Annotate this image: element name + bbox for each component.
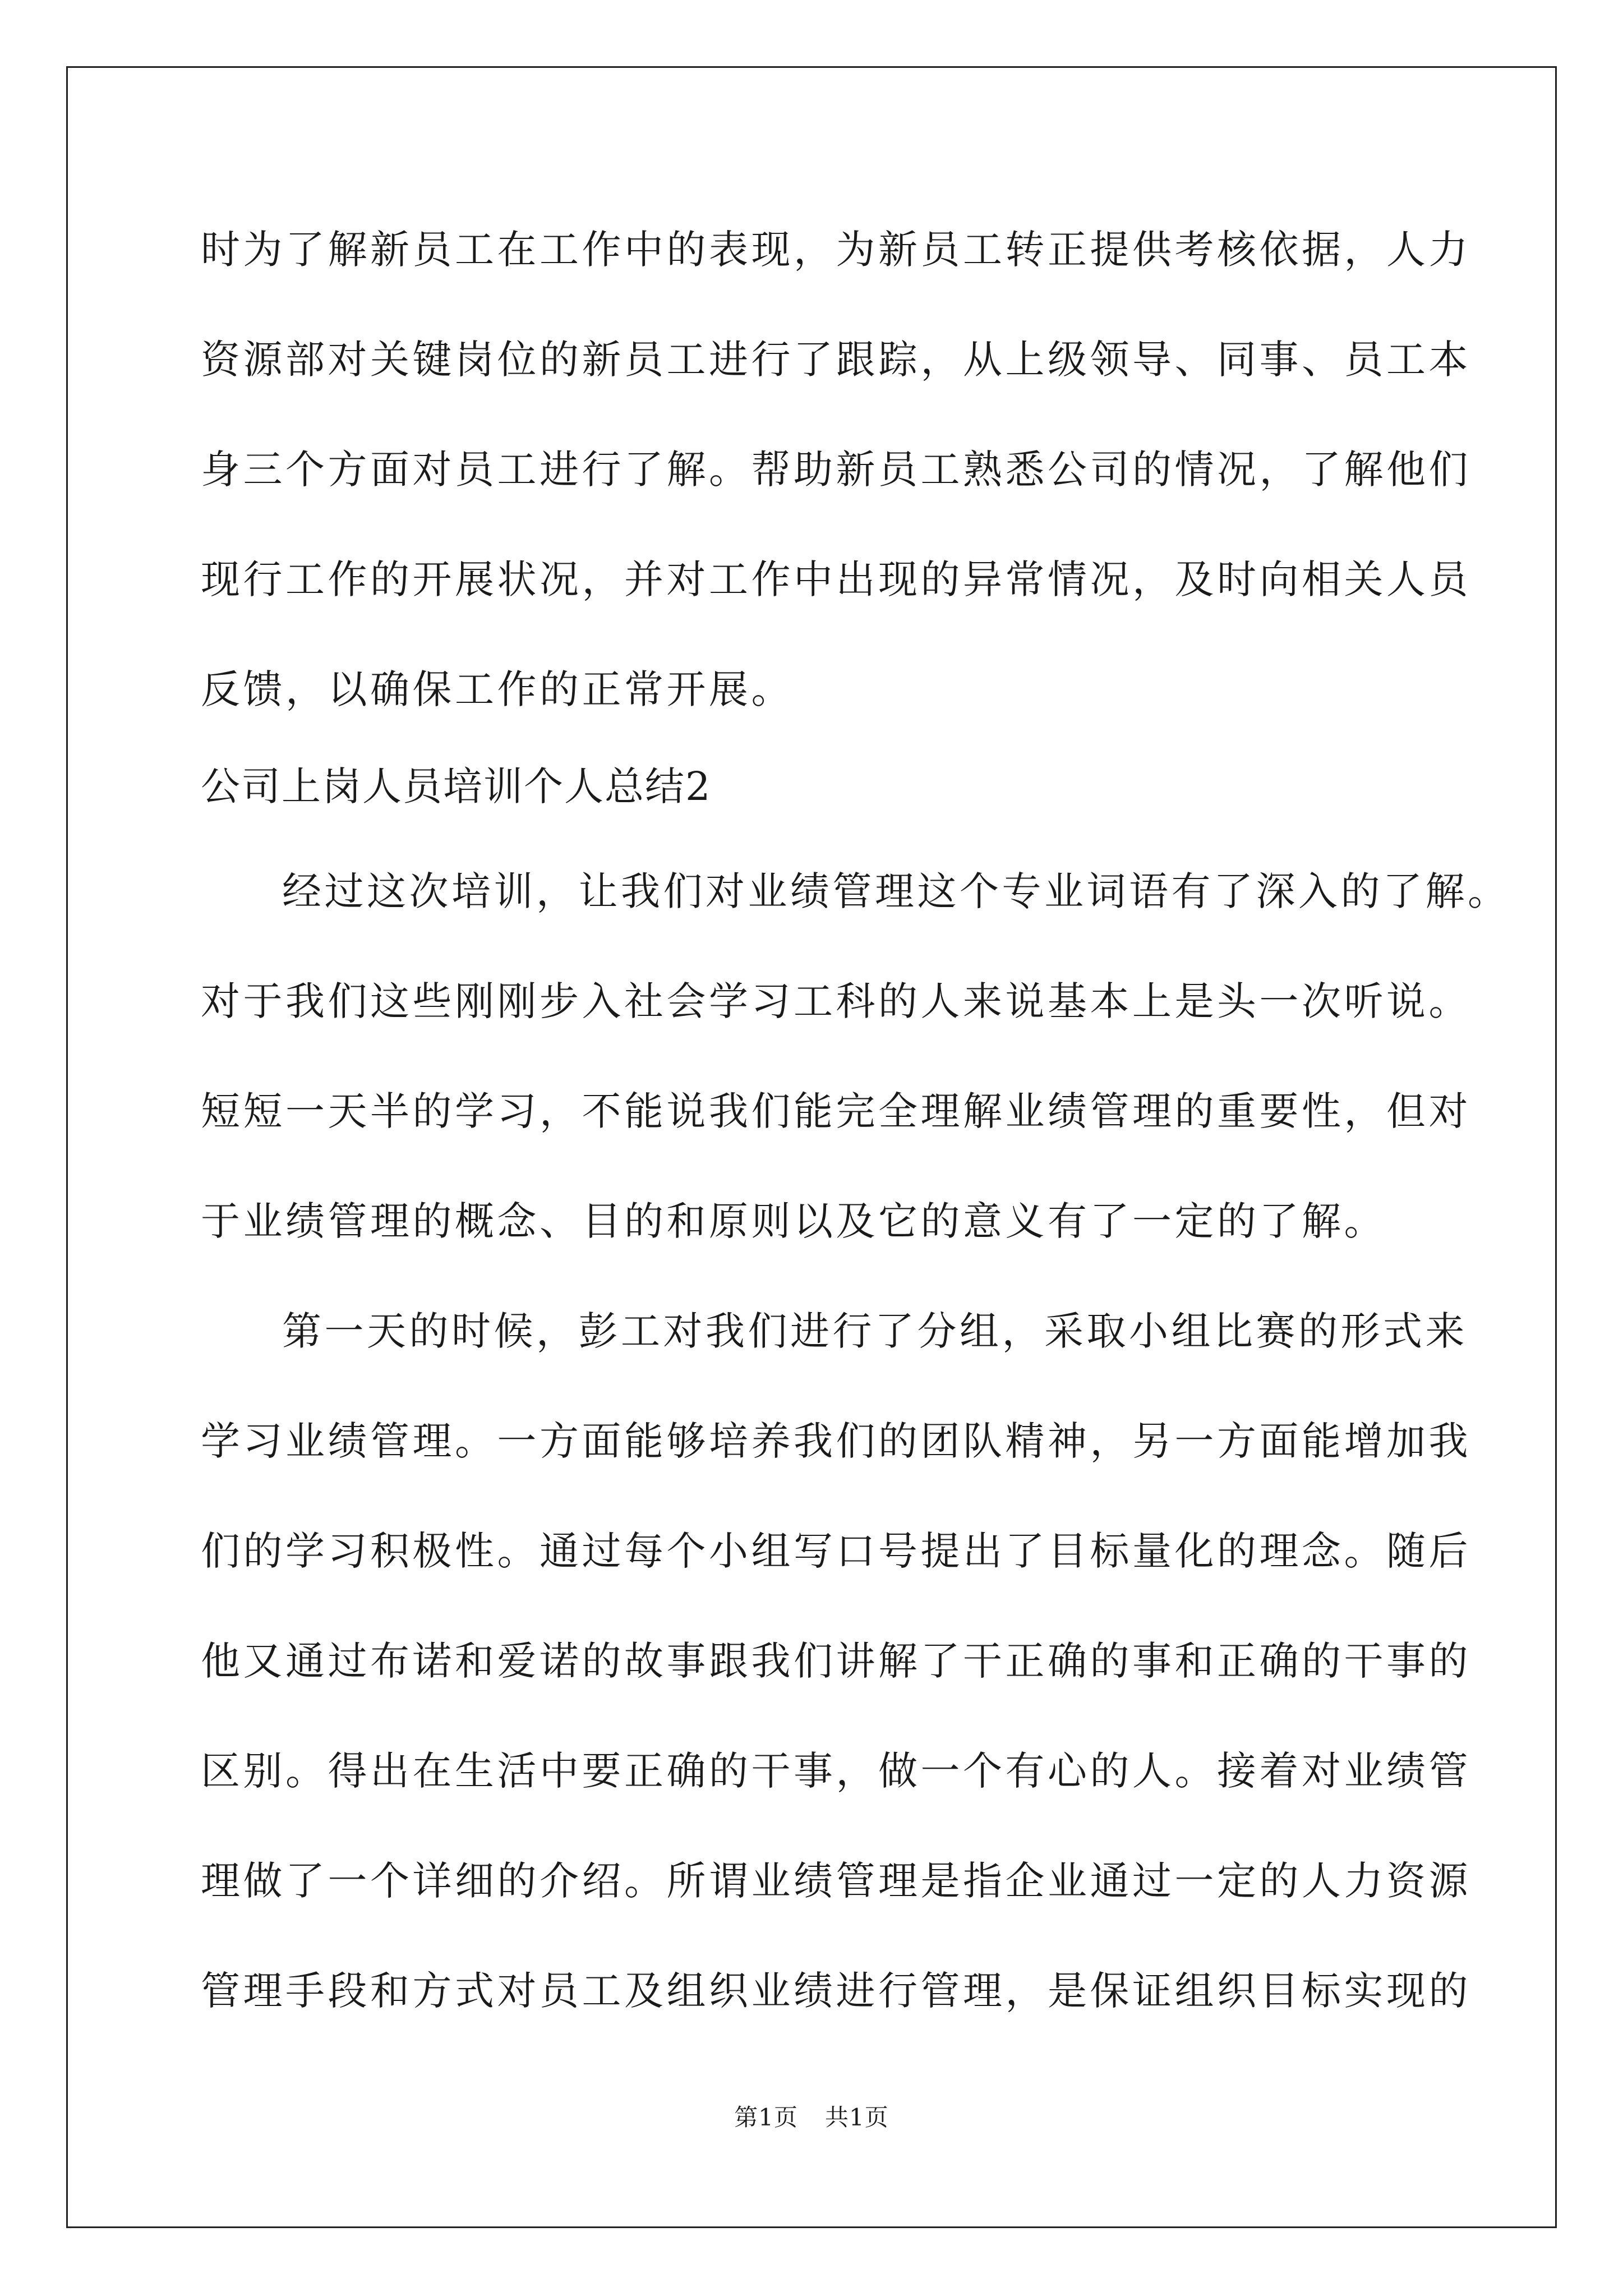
paragraph-3-line-7: 管理手段和方式对员工及组织业绩进行管理，是保证组织目标实现的 (201, 1968, 1471, 2014)
paragraph-1-line-5: 反馈，以确保工作的正常开展。 (201, 666, 794, 712)
paragraph-3-line-5: 区别。得出在生活中要正确的干事，做一个有心的人。接着对业绩管 (201, 1748, 1471, 1794)
page-number: 第1页 (734, 2104, 798, 2131)
paragraph-2-line-1: 经过这次培训，让我们对业绩管理这个专业词语有了深入的了解。 (282, 868, 1510, 914)
paragraph-3-line-2: 学习业绩管理。一方面能够培养我们的团队精神，另一方面能增加我 (201, 1418, 1471, 1464)
paragraph-2-line-4: 于业绩管理的概念、目的和原则以及它的意义有了一定的了解。 (201, 1198, 1386, 1244)
page-footer (0, 2101, 1623, 2134)
paragraph-2-line-2: 对于我们这些刚刚步入社会学习工科的人来说基本上是头一次听说。 (201, 978, 1471, 1024)
section-title: 公司上岗人员培训个人总结2 (201, 763, 712, 809)
paragraph-3-line-1: 第一天的时候，彭工对我们进行了分组，采取小组比赛的形式来 (282, 1308, 1468, 1354)
paragraph-1-line-3: 身三个方面对员工进行了解。帮助新员工熟悉公司的情况，了解他们 (201, 447, 1471, 493)
paragraph-1-line-4: 现行工作的开展状况，并对工作中出现的异常情况，及时向相关人员 (201, 556, 1471, 602)
paragraph-3-line-3: 们的学习积极性。通过每个小组写口号提出了目标量化的理念。随后 (201, 1528, 1471, 1574)
paragraph-1-line-2: 资源部对关键岗位的新员工进行了跟踪，从上级领导、同事、员工本 (201, 337, 1471, 383)
page-total: 共1页 (825, 2104, 889, 2131)
paragraph-3-line-6: 理做了一个详细的介绍。所谓业绩管理是指企业通过一定的人力资源 (201, 1858, 1471, 1904)
paragraph-1-line-1: 时为了解新员工在工作中的表现，为新员工转正提供考核依据，人力 (201, 227, 1471, 273)
paragraph-2-line-3: 短短一天半的学习，不能说我们能完全理解业绩管理的重要性，但对 (201, 1088, 1471, 1134)
paragraph-3-line-4: 他又通过布诺和爱诺的故事跟我们讲解了干正确的事和正确的干事的 (201, 1638, 1471, 1684)
